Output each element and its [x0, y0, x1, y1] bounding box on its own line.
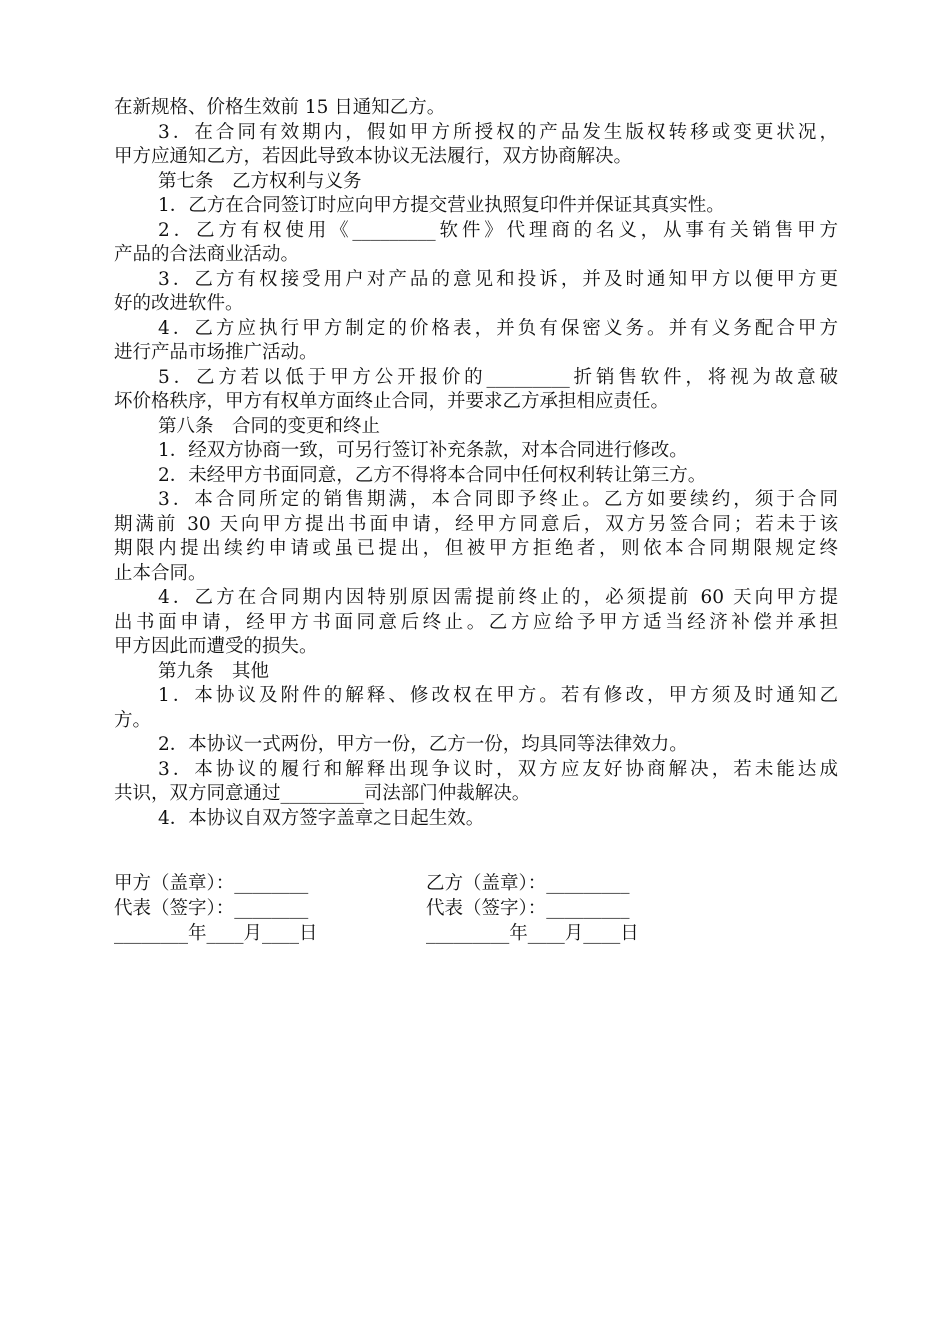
contract-line: 共识，双方同意通过_________司法部门仲裁解决。	[114, 783, 531, 804]
contract-line: 甲方应通知乙方，若因此导致本协议无法履行，双方协商解决。	[114, 146, 633, 167]
contract-line: 1．乙方在合同签订时应向甲方提交营业执照复印件并保证其真实性。	[158, 195, 725, 216]
party-b-representative-field: 代表（签字）：_________	[426, 898, 630, 919]
contract-line: 3．本合同所定的销售期满，本合同即予终止。乙方如要续约，须于合同	[158, 489, 838, 510]
seal-row	[114, 871, 838, 896]
contract-line: 2．未经甲方书面同意，乙方不得将本合同中任何权利转让第三方。	[158, 464, 707, 486]
representative-row	[114, 896, 838, 921]
party-a-seal-field: 甲方（盖章）：________	[114, 873, 309, 894]
contract-line: 方。	[114, 709, 152, 731]
contract-line: 2．乙方有权使用《_________软件》代理商的名义，从事有关销售甲方	[158, 219, 838, 241]
contract-line: 进行产品市场推广活动。	[114, 342, 318, 363]
contract-line: 坏价格秩序，甲方有权单方面终止合同，并要求乙方承担相应责任。	[114, 391, 670, 412]
contract-line: 止本合同。	[114, 562, 207, 584]
party-b-date-field: _________年____月____日	[426, 923, 639, 944]
contract-body	[114, 96, 838, 831]
contract-line: 期限内提出续约申请或虽已提出，但被甲方拒绝者，则依本合同期限规定终	[114, 538, 838, 559]
party-a-date-field: ________年____月____日	[114, 923, 318, 944]
contract-line: 1．本协议及附件的解释、修改权在甲方。若有修改，甲方须及时通知乙	[158, 685, 838, 706]
contract-line: 3．乙方有权接受用户对产品的意见和投诉，并及时通知甲方以便甲方更	[158, 268, 838, 290]
contract-line: 5．乙方若以低于甲方公开报价的_________折销售软件，将视为故意破	[158, 366, 838, 388]
contract-line: 甲方因此而遭受的损失。	[114, 636, 318, 657]
contract-line: 3．在合同有效期内，假如甲方所授权的产品发生版权转移或变更状况，	[158, 121, 838, 143]
contract-line: 4．本协议自双方签字盖章之日起生效。	[158, 807, 485, 829]
article-heading: 第八条 合同的变更和终止	[158, 415, 381, 437]
contract-line: 在新规格、价格生效前 15 日通知乙方。	[114, 97, 446, 118]
contract-line: 期满前 30 天向甲方提出书面申请，经甲方同意后，双方另签合同；若未于该	[114, 513, 838, 535]
contract-line: 2．本协议一式两份，甲方一份，乙方一份，均具同等法律效力。	[158, 734, 688, 755]
party-a-representative-field: 代表（签字）：________	[114, 898, 309, 919]
party-b-seal-field: 乙方（盖章）：_________	[426, 873, 630, 894]
date-row	[114, 921, 838, 946]
contract-line: 好的改进软件。	[114, 293, 244, 314]
contract-line: 产品的合法商业活动。	[114, 244, 300, 265]
contract-line: 1．经双方协商一致，可另行签订补充条款，对本合同进行修改。	[158, 440, 688, 461]
article-heading: 第九条 其他	[158, 660, 270, 682]
article-heading: 第七条 乙方权利与义务	[158, 170, 362, 192]
contract-line: 4．乙方在合同期内因特别原因需提前终止的，必须提前 60 天向甲方提	[158, 587, 838, 608]
contract-line: 出书面申请，经甲方书面同意后终止。乙方应给予甲方适当经济补偿并承担	[114, 611, 838, 633]
contract-line: 3．本协议的履行和解释出现争议时，双方应友好协商解决，若未能达成	[158, 758, 838, 780]
contract-line: 4．乙方应执行甲方制定的价格表，并负有保密义务。并有义务配合甲方	[158, 317, 838, 339]
signature-block	[114, 871, 838, 946]
